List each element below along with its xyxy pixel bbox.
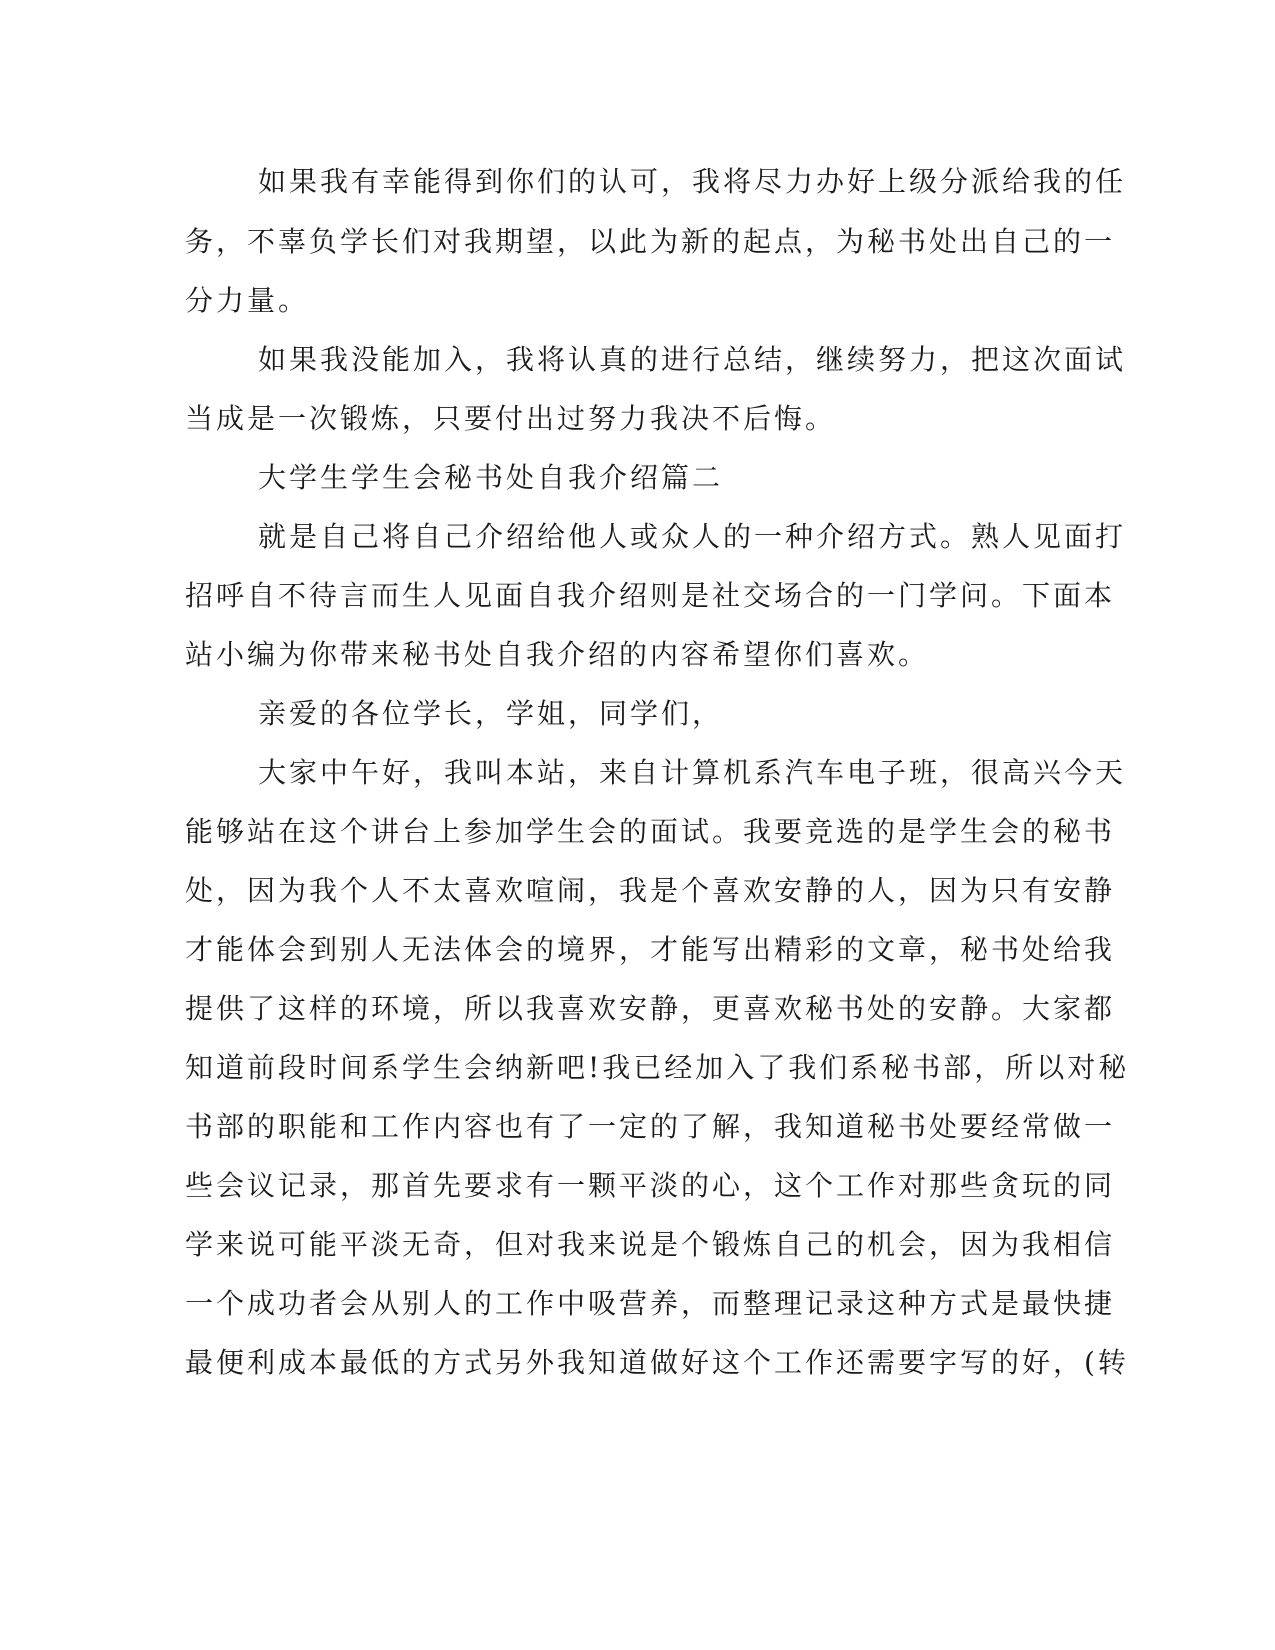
paragraph-line: 大家中午好，我叫本站，来自计算机系汽车电子班，很高兴今天 (258, 756, 1127, 789)
paragraph-line: 才能体会到别人无法体会的境界，才能写出精彩的文章，秘书处给我 (185, 933, 1116, 966)
paragraph-line: 如果我有幸能得到你们的认可，我将尽力办好上级分派给我的任 (258, 165, 1127, 198)
paragraph-line: 就是自己将自己介绍给他人或众人的一种介绍方式。熟人见面打 (258, 520, 1127, 553)
paragraph-line: 站小编为你带来秘书处自我介绍的内容希望你们喜欢。 (185, 638, 930, 671)
paragraph-line: 当成是一次锻炼，只要付出过努力我决不后悔。 (185, 402, 837, 435)
paragraph-line: 知道前段时间系学生会纳新吧!我已经加入了我们系秘书部，所以对秘 (185, 1051, 1130, 1084)
paragraph-line: 最便利成本最低的方式另外我知道做好这个工作还需要字写的好，(转 (185, 1346, 1129, 1379)
paragraph-line: 务，不辜负学长们对我期望，以此为新的起点，为秘书处出自己的一 (185, 225, 1116, 258)
paragraph-line: 分力量。 (185, 284, 310, 317)
paragraph-line: 处，因为我个人不太喜欢喧闹，我是个喜欢安静的人，因为只有安静 (185, 874, 1116, 907)
section-heading: 大学生学生会秘书处自我介绍篇二 (258, 461, 724, 494)
paragraph-line: 些会议记录，那首先要求有一颗平淡的心，这个工作对那些贪玩的同 (185, 1169, 1116, 1202)
paragraph-line: 招呼自不待言而生人见面自我介绍则是社交场合的一门学问。下面本 (185, 579, 1116, 612)
paragraph-line: 学来说可能平淡无奇，但对我来说是个锻炼自己的机会，因为我相信 (185, 1228, 1116, 1261)
paragraph-line: 提供了这样的环境，所以我喜欢安静，更喜欢秘书处的安静。大家都 (185, 992, 1116, 1025)
paragraph-line: 亲爱的各位学长，学姐，同学们， (258, 697, 724, 730)
paragraph-line: 能够站在这个讲台上参加学生会的面试。我要竞选的是学生会的秘书 (185, 815, 1116, 848)
paragraph-line: 书部的职能和工作内容也有了一定的了解，我知道秘书处要经常做一 (185, 1110, 1116, 1143)
paragraph-line: 一个成功者会从别人的工作中吸营养，而整理记录这种方式是最快捷 (185, 1287, 1116, 1320)
paragraph-line: 如果我没能加入，我将认真的进行总结，继续努力，把这次面试 (258, 343, 1127, 376)
